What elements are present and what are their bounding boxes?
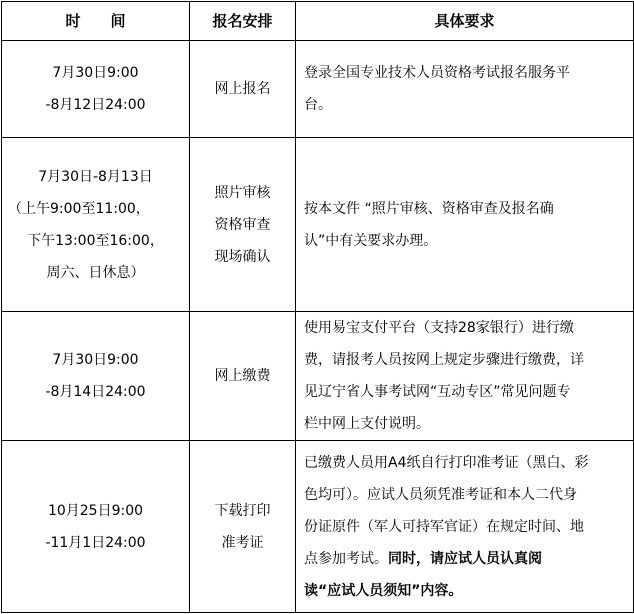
requirement-text: 点参加考试。: [304, 550, 388, 567]
arrangement-line: 网上报名: [214, 81, 271, 97]
requirement-line: [304, 543, 627, 575]
time-line: （上午9:00至11:00，: [8, 200, 150, 217]
time-cell: [2, 138, 190, 312]
arrangement-cell: [190, 41, 296, 138]
time-line: 周六、日休息）: [46, 264, 145, 281]
arrangement-cell: [190, 441, 296, 613]
table-row: [2, 441, 634, 613]
arrangement-cell: [190, 312, 296, 441]
arrangement-line: 准考证: [221, 534, 264, 551]
time-line: 10月25日9:00: [47, 502, 144, 519]
requirement-line: 已缴费人员用A4纸自行打印准考证（黑白、彩: [304, 454, 589, 471]
time-line: 7月30日-8月13日: [38, 168, 153, 185]
header-requirements: 具体要求: [296, 2, 634, 41]
table-row: [2, 312, 634, 441]
arrangement-line: 下载打印: [214, 502, 271, 519]
table-header-row: [2, 2, 634, 41]
time-cell: [2, 441, 190, 613]
time-line: 下午13:00至16:00，: [27, 232, 164, 249]
requirement-cell: [296, 138, 634, 312]
requirement-bold-text: 同时，请应试人员认真阅: [388, 550, 542, 567]
header-arrangement: 报名安排: [190, 2, 296, 41]
requirement-line: 按本文件 “照片审核、资格审查及报名确: [304, 200, 554, 217]
time-line: -8月14日24:00: [45, 384, 146, 400]
requirement-line: 使用易宝支付平台（支持28家银行）进行缴: [304, 320, 574, 336]
time-cell: [2, 41, 190, 138]
requirement-line: 份证原件（军人可持军官证）在规定时间、地: [304, 518, 584, 535]
time-line: -11月1日24:00: [45, 534, 146, 551]
registration-schedule-table: [1, 1, 634, 613]
table-row: [2, 41, 634, 138]
time-line: 7月30日9:00: [52, 65, 139, 81]
requirement-line: 登录全国专业技术人员资格考试报名服务平: [304, 65, 570, 81]
time-cell: [2, 312, 190, 441]
arrangement-cell: [190, 138, 296, 312]
arrangement-line: 网上缴费: [214, 368, 271, 384]
requirement-line: 见辽宁省人事考试网“互动专区”常见问题专: [304, 384, 571, 400]
requirement-line: 费，请报考人员按网上规定步骤进行缴费，详: [304, 352, 584, 368]
requirement-cell: [296, 312, 634, 441]
requirement-line: 栏中网上支付说明。: [304, 416, 430, 432]
time-line: -8月12日24:00: [45, 97, 146, 113]
header-time: 时 间: [2, 2, 190, 41]
table-row: [2, 138, 634, 312]
requirement-bold-line: 读“应试人员须知”内容。: [304, 582, 463, 599]
requirement-cell: [296, 41, 634, 138]
arrangement-line: 现场确认: [214, 248, 271, 265]
arrangement-line: 资格审查: [214, 216, 271, 233]
requirement-cell: [296, 441, 634, 613]
requirement-line: 色均可）。应试人员须凭准考证和本人二代身: [304, 486, 577, 503]
requirement-line: 台。: [304, 97, 332, 113]
requirement-line: 认”中有关要求办理。: [304, 232, 438, 249]
time-line: 7月30日9:00: [52, 352, 139, 368]
arrangement-line: 照片审核: [214, 184, 271, 201]
